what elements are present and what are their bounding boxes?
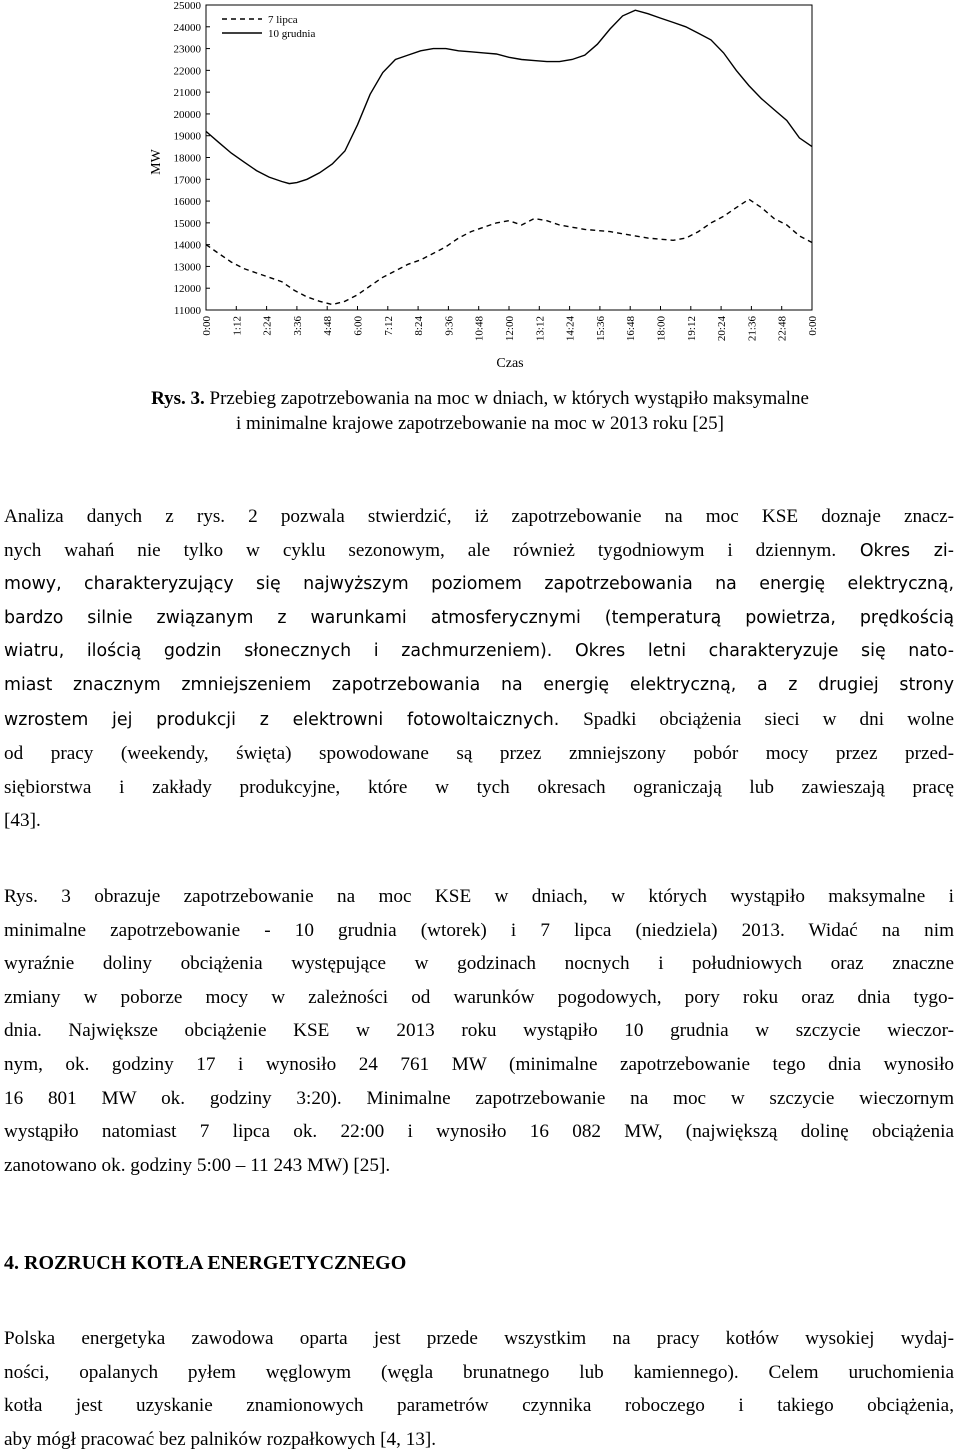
p3-line-2: ności, opalanych pyłem węglowym (węgla brunatnego lub kamiennego). Celem uruchomienia: [4, 1361, 954, 1383]
legend-entry: 10 grudnia: [268, 28, 316, 40]
x-tick-label: 16:48: [625, 316, 638, 342]
p3-line-1: Polska energetyka zawodowa oparta jest przede wszystkim na pracy kotłów wysokiej wydaj-: [4, 1328, 954, 1349]
y-tick-label: 13000: [173, 261, 201, 274]
p1-line-2b: Okres zi-: [859, 540, 955, 561]
paragraph-3: [4, 1322, 954, 1456]
x-tick-label: 0:00: [807, 316, 819, 336]
caption-line-1: Przebieg zapotrzebowania na moc w dniach, w których wystąpiło maksymalne: [209, 388, 809, 409]
x-tick-label: 14:24: [564, 316, 577, 342]
y-tick-label: 21000: [173, 87, 201, 100]
x-tick-label: 8:24: [413, 316, 426, 336]
y-ticks: [174, 0, 211, 317]
x-tick-label: 0:00: [201, 316, 213, 336]
y-tick-label: 24000: [173, 21, 201, 34]
y-tick-label: 11000: [173, 305, 201, 317]
x-tick-label: 12:00: [504, 316, 516, 342]
x-tick-label: 6:00: [352, 316, 365, 336]
p2-line-6: nym, ok. godziny 17 i wynosiło 24 761 MW (minimalne zapotrzebowanie tego dnia wynosiło: [4, 1053, 954, 1075]
x-tick-label: 3:36: [291, 316, 304, 336]
legend-entry: 7 lipca: [268, 14, 298, 26]
x-tick-label: 20:24: [716, 316, 729, 342]
x-tick-label: 2:24: [261, 316, 274, 336]
y-tick-label: 12000: [173, 283, 201, 296]
p1-line-8: od pracy (weekendy, święta) spowodowane są przez zmniejszony pobór mocy przez przed-: [4, 743, 954, 765]
series-line-0: [206, 199, 812, 304]
figure-caption: [0, 386, 960, 436]
y-tick-label: 23000: [173, 43, 201, 56]
x-tick-label: 15:36: [594, 316, 607, 342]
x-tick-label: 9:36: [443, 316, 456, 336]
p2-line-2: minimalne zapotrzebowanie - 10 grudnia (wtorek) i 7 lipca (niedziela) 2013. Widać na nim: [4, 919, 954, 941]
p1-line-10: [43].: [4, 810, 41, 832]
p2-line-1: Rys. 3 obrazuje zapotrzebowanie na moc KSE w dniach, w których wystąpiło maksymalne i: [4, 886, 954, 907]
y-tick-label: 18000: [173, 152, 201, 165]
p1-line-1: Analiza danych z rys. 2 pozwala stwierdzić, iż zapotrzebowanie na moc KSE doznaje znacz-: [4, 506, 954, 527]
paragraph-1: [4, 500, 954, 838]
section-heading: 4. ROZRUCH KOTŁA ENERGETYCZNEGO: [4, 1252, 407, 1274]
y-tick-label: 15000: [173, 217, 201, 230]
p2-line-3: wyraźnie doliny obciążenia występujące w godzinach nocnych i południowych oraz znaczne: [4, 953, 954, 975]
p2-line-9: zanotowano ok. godziny 5:00 – 11 243 MW) [25].: [4, 1154, 391, 1176]
paragraph-2: [4, 880, 954, 1182]
y-tick-label: 19000: [173, 130, 201, 143]
x-tick-label: 18:00: [655, 316, 668, 342]
p1-line-5a: wiatru, ilością godzin słonecznych i zachmurzeniem).: [4, 641, 553, 662]
p1-line-4: bardzo silnie związanym z warunkami atmosferycznymi (temperaturą powietrza, prędkością: [4, 607, 954, 628]
p2-line-4: zmiany w poborze mocy w zależności od warunków pogodowych, pory roku oraz dnia tygo-: [4, 986, 954, 1008]
p2-line-5: dnia. Największe obciążenie KSE w 2013 roku wystąpiło 10 grudnia w szczycie wieczor-: [4, 1020, 954, 1042]
x-ticks: [201, 306, 819, 341]
x-tick-label: 13:12: [534, 316, 547, 342]
chart-series: [206, 10, 812, 304]
p3-line-4: aby mógł pracować bez palników rozpałkowych [4, 13].: [4, 1428, 437, 1450]
y-tick-label: 14000: [173, 239, 201, 252]
x-tick-label: 1:12: [231, 316, 244, 336]
p1-line-7a: wzrostem jej produkcji z elektrowni fotowoltaicznych.: [4, 709, 560, 730]
caption-line-2: i minimalne krajowe zapotrzebowanie na moc w 2013 roku [25]: [235, 413, 725, 434]
load-chart: [0, 0, 960, 372]
p1-line-5b: Okres letni charakteryzuje się nato-: [574, 641, 954, 662]
x-tick-label: 4:48: [322, 316, 335, 336]
p1-line-3: mowy, charakteryzujący się najwyższym poziomem zapotrzebowania na energię elektryczną,: [4, 574, 954, 595]
y-tick-label: 25000: [173, 0, 201, 12]
y-tick-label: 16000: [173, 196, 201, 209]
x-tick-label: 7:12: [382, 316, 395, 336]
p1-line-6: miast znacznym zmniejszeniem zapotrzebowania na energię elektryczną, a z drugiej strony: [4, 674, 954, 695]
p1-line-2a: nych wahań nie tylko w cyklu sezonowym, ale również tygodniowym i dziennym.: [4, 539, 837, 561]
x-tick-label: 22:48: [776, 316, 789, 342]
x-tick-label: 10:48: [473, 316, 486, 342]
y-tick-label: 17000: [173, 174, 201, 187]
y-tick-label: 22000: [173, 65, 201, 78]
chart-svg: [0, 0, 960, 372]
p2-line-7: 16 801 MW ok. godziny 3:20). Minimalne zapotrzebowanie na moc w szczycie wieczornym: [4, 1087, 954, 1109]
p2-line-8: wystąpiło natomiast 7 lipca ok. 22:00 i wynosiło 16 082 MW, (największą dolinę obciążenia: [4, 1121, 954, 1143]
p1-line-7b: Spadki obciążenia sieci w dni wolne: [583, 708, 954, 730]
chart-legend: [222, 14, 315, 40]
p3-line-3: kotła jest uzyskanie znamionowych parametrów czynnika roboczego i takiego obciążenia,: [4, 1395, 954, 1417]
x-tick-label: 19:12: [685, 316, 698, 342]
p1-line-9: siębiorstwa i zakłady produkcyjne, które w tych okresach ograniczają lub zawieszają pracę: [4, 776, 954, 798]
y-axis-label: MW: [149, 149, 164, 175]
caption-label: Rys. 3.: [151, 388, 205, 409]
x-axis-label: Czas: [496, 356, 524, 371]
x-tick-label: 21:36: [746, 316, 759, 342]
y-tick-label: 20000: [173, 108, 201, 121]
